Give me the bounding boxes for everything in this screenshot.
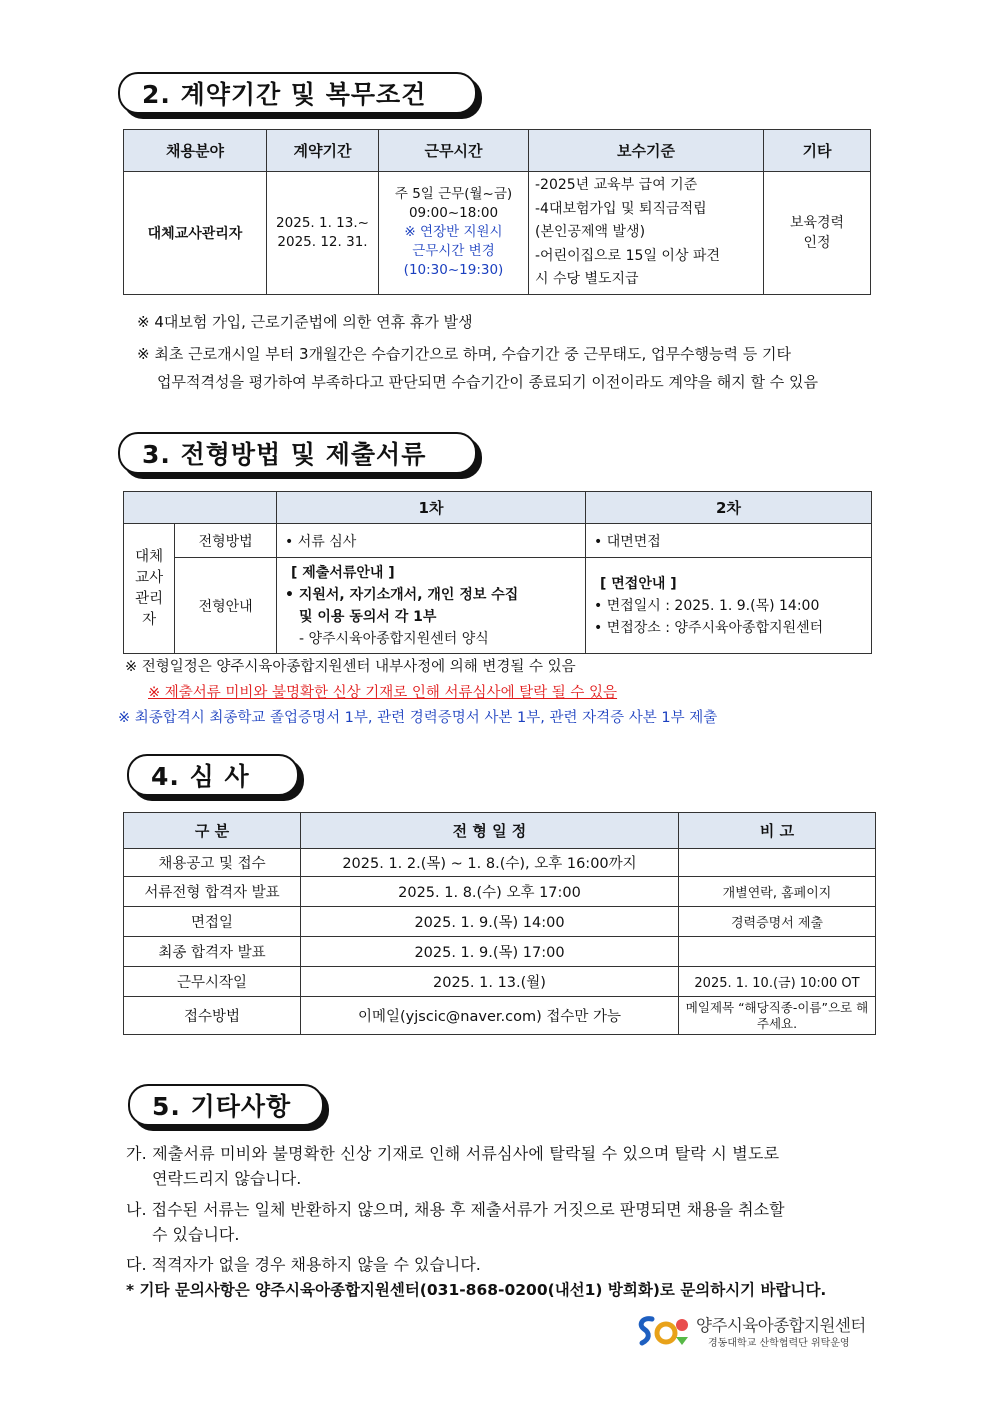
schedule-table xyxy=(123,812,876,1035)
etc-line-2: 인정 xyxy=(803,234,831,251)
method-round-2: • 대면면접 xyxy=(586,524,872,558)
etc-para-2 xyxy=(126,1197,876,1247)
etc-cell xyxy=(764,172,871,295)
period-cell xyxy=(267,172,379,295)
guide-1-title: [ 제출서류안내 ] xyxy=(291,564,395,581)
field-cell: 대체교사관리자 xyxy=(124,172,267,295)
header-etc: 기타 xyxy=(764,130,871,172)
row-1-category: 채용공고 및 접수 xyxy=(124,849,301,877)
header-period: 계약기간 xyxy=(267,130,379,172)
row-6-remark: 메일제목 “해당직종-이름”으로 해주세요. xyxy=(679,997,876,1035)
field-cell-vertical: 대체 교사 관리 자 xyxy=(124,524,175,654)
sec3-note-2: ※ 제출서류 미비와 불명확한 신상 기재로 인해 서류심사에 탈락 될 수 있음 xyxy=(148,685,618,701)
sec3-note-1: ※ 전형일정은 양주시육아종합지원센터 내부사정에 의해 변경될 수 있음 xyxy=(125,659,576,675)
row-3-remark: 경력증명서 제출 xyxy=(679,907,876,937)
row-3-category: 면접일 xyxy=(124,907,301,937)
row-6-schedule: 이메일(yjscic@naver.com) 접수만 가능 xyxy=(301,997,679,1035)
hours-cell xyxy=(379,172,529,295)
section-5-title: 5. 기타사항 xyxy=(128,1084,324,1126)
row-5-category: 근무시작일 xyxy=(124,967,301,997)
etc-para-4: * 기타 문의사항은 양주시육아종합지원센터(031-868-0200(내선1) 방희화)로 문의하시기 바랍니다. xyxy=(126,1281,827,1299)
pay-cell xyxy=(529,172,764,295)
pay-line-3: (본인공제액 발생) xyxy=(535,224,646,240)
etc-para-3: 다. 적격자가 없을 경우 채용하지 않을 수 있습니다. xyxy=(126,1255,481,1274)
header-pay: 보수기준 xyxy=(529,130,764,172)
center-logo xyxy=(636,1312,876,1350)
row-guide-label: 전형안내 xyxy=(175,558,277,654)
sec2-note-3: 업무적격성을 평가하여 부족하다고 판단되면 수습기간이 종료되기 이전이라도 계약을 해지 할 수 있음 xyxy=(157,373,819,391)
row-2-schedule: 2025. 1. 8.(수) 오후 17:00 xyxy=(301,877,679,907)
etc-para-1a: 가. 제출서류 미비와 불명확한 신상 기재로 인해 서류심사에 탈락될 수 있으며 탈락 시 별도로 xyxy=(126,1144,780,1163)
period-line-1: 2025. 1. 13.~ xyxy=(276,214,369,231)
guide-1-line-3: - 양주시육아종합지원센터 양식 xyxy=(299,630,489,647)
center-logo-name: 양주시육아종합지원센터 xyxy=(696,1316,866,1335)
guide-2-title: [ 면접안내 ] xyxy=(600,575,677,592)
pay-line-2: -4대보험가입 및 퇴직금적립 xyxy=(535,200,707,217)
etc-para-2b: 수 있습니다. xyxy=(152,1225,240,1244)
period-line-2: 2025. 12. 31. xyxy=(277,233,368,250)
row-4-schedule: 2025. 1. 9.(목) 17:00 xyxy=(301,937,679,967)
guide-round-1 xyxy=(277,558,586,654)
sec2-note-1: ※ 4대보험 가입, 근로기준법에 의한 연휴 휴가 발생 xyxy=(137,313,473,331)
row-5-remark: 2025. 1. 10.(금) 10:00 OT xyxy=(679,967,876,997)
etc-para-2a: 나. 접수된 서류는 일체 반환하지 않으며, 채용 후 제출서류가 거짓으로 판명되면 채용을 취소할 xyxy=(126,1200,785,1219)
guide-2-line-1: • 면접일시 : 2025. 1. 9.(목) 14:00 xyxy=(594,597,820,614)
pay-line-4: -어린이집으로 15일 이상 파견 xyxy=(535,247,720,264)
hours-line-3: ※ 연장반 지원시 xyxy=(404,224,503,241)
pay-line-5: 시 수당 별도지급 xyxy=(535,271,639,287)
etc-para-1 xyxy=(126,1141,876,1191)
row-method-label: 전형방법 xyxy=(175,524,277,558)
sec2-note-2: ※ 최초 근로개시일 부터 3개월간은 수습기간으로 하며, 수습기간 중 근무태도, 업무수행능력 등 기타 xyxy=(137,345,791,363)
header-round-2: 2차 xyxy=(586,492,872,524)
sec3-note-3: ※ 최종합격시 최종학교 졸업증명서 1부, 관련 경력증명서 사본 1부, 관련 자격증 사본 1부 제출 xyxy=(118,710,718,726)
pay-line-1: -2025년 교육부 급여 기준 xyxy=(535,177,698,193)
etc-para-1b: 연락드리지 않습니다. xyxy=(152,1169,302,1188)
etc-line-1: 보육경력 xyxy=(789,214,845,231)
hours-line-1: 주 5일 근무(월~금) xyxy=(394,186,513,203)
header-field: 채용분야 xyxy=(124,130,267,172)
row-1-schedule: 2025. 1. 2.(목) ~ 1. 8.(수), 오후 16:00까지 xyxy=(301,849,679,877)
row-3-schedule: 2025. 1. 9.(목) 14:00 xyxy=(301,907,679,937)
section-4-title: 4. 심 사 xyxy=(127,754,299,796)
row-6-category: 접수방법 xyxy=(124,997,301,1035)
row-2-category: 서류전형 합격자 발표 xyxy=(124,877,301,907)
hours-line-5: (10:30~19:30) xyxy=(403,262,504,279)
row-2-remark: 개별연락, 홈페이지 xyxy=(679,877,876,907)
header-hours: 근무시간 xyxy=(379,130,529,172)
guide-1-line-1: • 지원서, 자기소개서, 개인 정보 수집 xyxy=(285,586,519,603)
section-2-title: 2. 계약기간 및 복무조건 xyxy=(118,72,477,114)
contract-table xyxy=(123,129,871,295)
row-1-remark xyxy=(679,849,876,877)
row-5-schedule: 2025. 1. 13.(월) xyxy=(301,967,679,997)
method-round-1: • 서류 심사 xyxy=(277,524,586,558)
center-logo-icon xyxy=(636,1313,692,1349)
row-4-remark xyxy=(679,937,876,967)
row-4-category: 최종 합격자 발표 xyxy=(124,937,301,967)
selection-table xyxy=(123,491,872,654)
center-logo-sub: 경동대학교 산학협력단 위탁운영 xyxy=(708,1338,850,1349)
header-round-1: 1차 xyxy=(277,492,586,524)
hours-line-4: 근무시간 변경 xyxy=(412,243,495,260)
section-3-title: 3. 전형방법 및 제출서류 xyxy=(118,432,477,474)
header-blank xyxy=(124,492,277,524)
guide-1-line-2: 및 이용 동의서 각 1부 xyxy=(299,608,437,625)
header-schedule: 전 형 일 정 xyxy=(301,813,679,849)
hours-line-2: 09:00~18:00 xyxy=(408,205,499,222)
header-remark: 비 고 xyxy=(679,813,876,849)
guide-round-2 xyxy=(586,558,872,654)
guide-2-line-2: • 면접장소 : 양주시육아종합지원센터 xyxy=(594,619,824,636)
header-category: 구 분 xyxy=(124,813,301,849)
